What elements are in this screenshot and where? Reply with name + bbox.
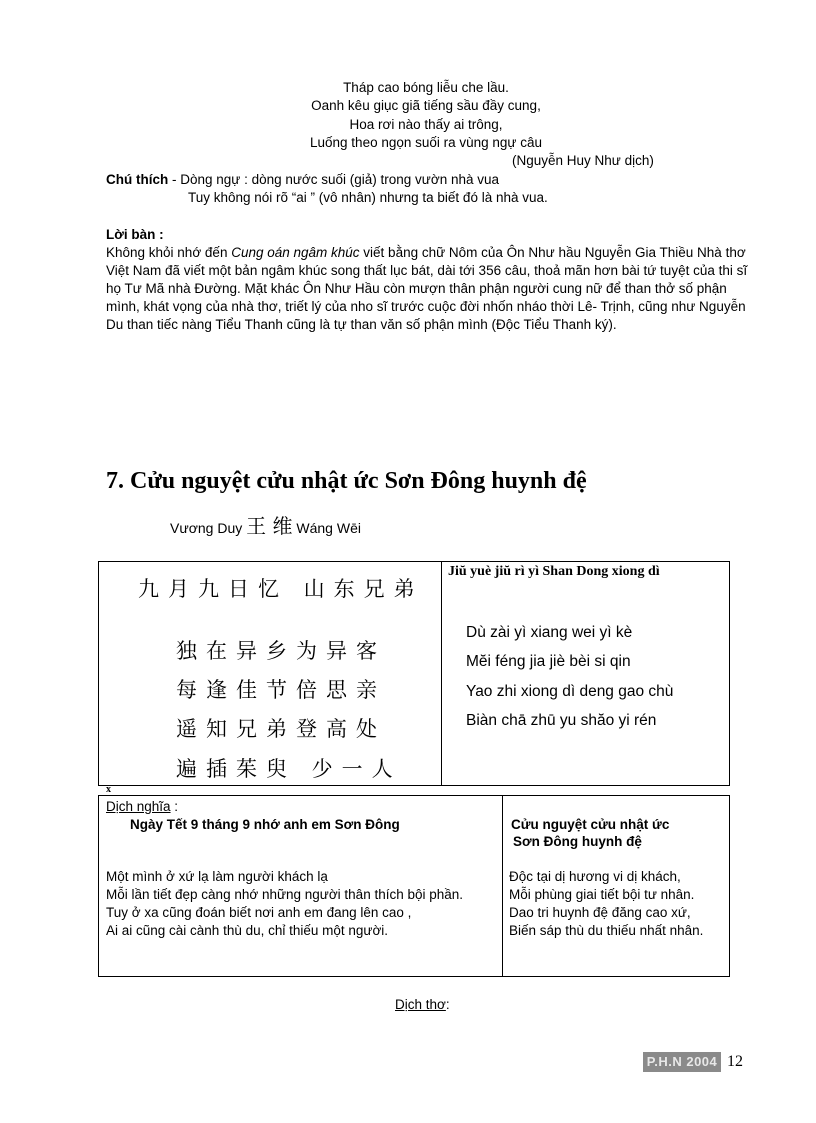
- verse-translation-text: Dịch thơ: [395, 997, 446, 1012]
- hv-line: Biến sáp thù du thiếu nhất nhân.: [509, 923, 704, 938]
- pinyin-title: Jiŭ yuè jiŭ rì yì Shan Dong xiong dì: [448, 564, 660, 579]
- commentary-paragraph: [106, 244, 756, 334]
- note: [106, 171, 499, 189]
- author-vn: Vương Duy: [170, 520, 243, 536]
- poem-credit: (Nguyễn Huy Như dịch): [512, 153, 654, 168]
- note-line-2: Tuy không nói rõ “ai ” (vô nhân) nhưng ta biết đó là nhà vua.: [188, 190, 548, 205]
- translation-label: [106, 799, 178, 814]
- translation-label-suffix: :: [170, 799, 179, 814]
- pinyin-line: Dù zài yì xiang wei yì kè: [466, 624, 633, 641]
- cjk-line: 独在异乡为异客: [176, 639, 386, 663]
- cjk-line: 遥知兄弟登高处: [176, 717, 386, 741]
- translation-table-divider: [502, 795, 503, 977]
- poem-line: Luống theo ngọn suối ra vùng ngự câu: [310, 135, 542, 150]
- cjk-line: 遍插茱臾 少一人: [176, 757, 402, 781]
- commentary-text: viết bằng chữ Nôm của Ôn Như hầu Nguyễn Gia Thiều Nhà thơ Việt Nam đã viết một bản ngâm khúc song thất lục bát, dài tới 356 câu, thoả mãn hơn bài tứ tuyệt của thi sĩ họ Tư Mã nhà Đường. Mặt khác Ôn Như Hầu còn mượn thân phận người cung nữ để than thở số phận mình, khát vọng của nhà thơ, triết lý của nho sĩ trước cuộc đời nhốn nháo thời Lê- Trịnh, cũng như Nguyễn Du than tiếc nàng Tiểu Thanh cũng là tự than văn số phận mình (Độc Tiểu Thanh ký).: [106, 245, 748, 332]
- author-line: [170, 510, 361, 539]
- verse-translation-suffix: :: [445, 997, 450, 1012]
- page-number: 12: [727, 1053, 743, 1070]
- poem-line: Tháp cao bóng liễu che lầu.: [343, 80, 509, 95]
- translation-line: Một mình ở xứ lạ làm người khách lạ: [106, 869, 328, 884]
- commentary-italic-title: Cung oán ngâm khúc: [231, 245, 360, 260]
- author-pinyin: Wáng Wēi: [296, 520, 361, 536]
- cjk-line: 每逢佳节倍思亲: [176, 678, 386, 702]
- cjk-title: 九月九日忆 山东兄弟: [138, 577, 424, 601]
- translation-line: Ai ai cũng cài cành thù du, chỉ thiếu một người.: [106, 923, 389, 938]
- poem-line: Oanh kêu giục giã tiếng sầu đầy cung,: [311, 98, 541, 113]
- pinyin-line: Yao zhi xiong dì deng gao chù: [466, 683, 674, 700]
- note-label: Chú thích: [106, 172, 169, 187]
- translation-title: Ngày Tết 9 tháng 9 nhớ anh em Sơn Đông: [130, 817, 400, 832]
- hv-line: Mỗi phùng giai tiết bội tư nhân.: [509, 887, 695, 902]
- pinyin-line: Biàn chā zhū yu shăo yi rén: [466, 712, 657, 729]
- section-title: 7. Cửu nguyệt cửu nhật ức Sơn Đông huynh đệ: [106, 468, 587, 494]
- footer-badge: P.H.N 2004: [643, 1052, 721, 1072]
- translation-line: Mỗi lần tiết đẹp càng nhớ những người thân thích bội phần.: [106, 887, 464, 902]
- author-cjk: 王 维: [246, 514, 293, 538]
- hv-title-1: Cửu nguyệt cửu nhật ức: [511, 817, 670, 832]
- hv-title-2: Sơn Đông huynh đệ: [513, 834, 642, 849]
- hv-line: Dao tri huynh đệ đăng cao xứ,: [509, 905, 691, 920]
- poem-line: Hoa rơi nào thấy ai trông,: [349, 117, 503, 132]
- note-line-1: - Dòng ngự : dòng nước suối (giả) trong vườn nhà vua: [168, 172, 499, 187]
- commentary-text: Không khỏi nhớ đến: [106, 245, 232, 260]
- hv-line: Độc tại dị hương vi dị khách,: [509, 869, 681, 884]
- translation-label-text: Dịch nghĩa: [106, 799, 171, 814]
- pinyin-line: Mĕi féng jia jiè bèi si qin: [466, 653, 631, 670]
- commentary-heading: Lời bàn :: [106, 227, 164, 242]
- stray-mark: x: [106, 784, 111, 795]
- translation-line: Tuy ở xa cũng đoán biết nơi anh em đang lên cao ,: [106, 905, 412, 920]
- poem-table-divider: [441, 561, 442, 786]
- verse-translation-label: [395, 997, 450, 1012]
